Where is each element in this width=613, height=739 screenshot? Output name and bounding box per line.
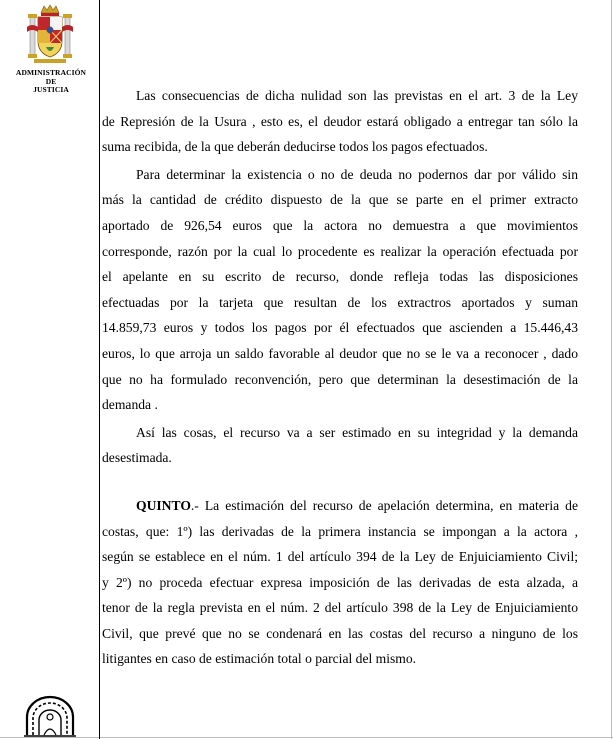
text-line: según se establece en el núm. 1 del artículo 394 de la Ley de Enjuiciamiento Civil; bbox=[102, 549, 578, 565]
text-line: aportado de 926,54 euros que la actora no demuestra a que movimientos bbox=[102, 217, 578, 233]
text-line: suma recibida, de la que deberán deducirse todos los pagos efectuados. bbox=[102, 139, 488, 155]
text-line: de Represión de la Usura , esto es, el deudor estará obligado a entregar tan sólo la bbox=[102, 113, 578, 129]
text-line: tenor de la regla prevista en el núm. 2 del artículo 398 de la Ley de Enjuiciamiento bbox=[102, 600, 578, 616]
text-line: Así las cosas, el recurso va a ser estimado en su integridad y la demanda bbox=[136, 424, 578, 440]
junta-andalucia-arch-icon bbox=[24, 693, 76, 737]
document-body bbox=[102, 83, 578, 672]
paragraph-quinto bbox=[102, 493, 578, 672]
text-line: litigantes en caso de estimación total o parcial del mismo. bbox=[102, 651, 417, 667]
institution-line-1: ADMINISTRACIÓN bbox=[15, 68, 87, 77]
text-line: demanda . bbox=[102, 397, 158, 413]
text-line bbox=[102, 493, 578, 519]
page-edge-bottom bbox=[0, 737, 613, 738]
quinto-first-line-text: .- La estimación del recurso de apelación determina, en materia de bbox=[190, 497, 578, 513]
text-line: corresponde, razón por la cual lo procedente es realizar la operación efectuada por bbox=[102, 243, 578, 259]
text-line: 14.859,73 euros y todos los pagos por él efectuados que ascienden a 15.446,43 bbox=[102, 320, 578, 336]
margin-rule bbox=[99, 0, 100, 739]
text-line: que no ha formulado reconvención, pero que determinan la desestimación de la bbox=[102, 371, 578, 387]
text-line: costas, que: 1º) las derivadas de la primera instancia se impongan a la actora , bbox=[102, 523, 578, 539]
paragraph-deuda bbox=[102, 162, 578, 418]
text-line: efectuadas por la tarjeta que resultan de los extractros aportados y suman bbox=[102, 294, 578, 310]
text-line: Civil, que prevé que no se condenará en las costas del recurso a ninguno de los bbox=[102, 625, 578, 641]
text-line: Las consecuencias de dicha nulidad son las previstas en el art. 3 de la Ley bbox=[136, 88, 578, 103]
page-edge-right bbox=[611, 0, 612, 739]
section-heading-quinto: QUINTO bbox=[136, 497, 191, 513]
paragraph-nulidad bbox=[102, 83, 578, 160]
institution-caption bbox=[2, 69, 100, 95]
spanish-coat-of-arms-icon bbox=[26, 3, 74, 67]
text-line: más la cantidad de crédito dispuesto de la que se parte en el primer extracto bbox=[102, 192, 578, 208]
text-line: Para determinar la existencia o no de deuda no podernos dar por válido sin bbox=[136, 166, 578, 182]
institution-line-2: DE bbox=[45, 76, 57, 86]
text-line: y 2º) no proceda efectuar expresa imposición de las derivadas de esta alzada, a bbox=[102, 574, 578, 590]
text-line: euros, lo que arroja un saldo favorable al deudor que no se le va a reconocer , dado bbox=[102, 345, 578, 361]
text-line: el apelante en su escrito de recurso, donde refleja todas las disposiciones bbox=[102, 269, 578, 285]
text-line: desestimada. bbox=[102, 450, 172, 466]
paragraph-estimacion bbox=[102, 420, 578, 471]
institution-line-3: JUSTICIA bbox=[33, 85, 69, 94]
